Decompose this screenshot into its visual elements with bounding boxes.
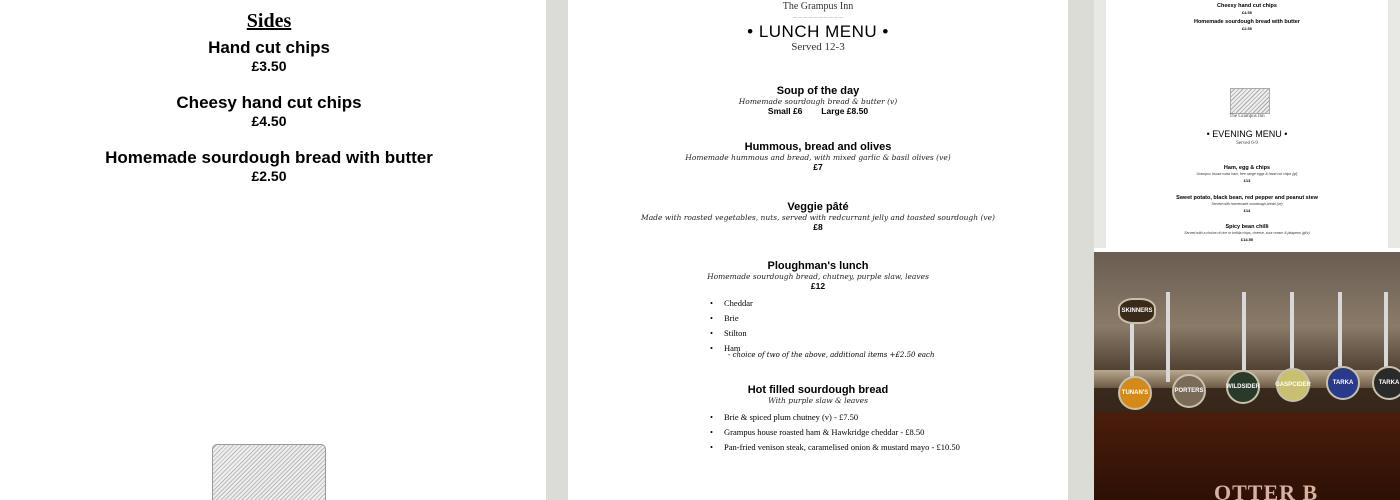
lunch-served-hours: Served 12-3 xyxy=(791,41,845,53)
dish xyxy=(568,201,1068,232)
otter-brewery-sign: OTTER B xyxy=(1214,480,1319,500)
beer-tap-badge: PORTERS xyxy=(1172,374,1206,408)
side-item-price: £4.50 xyxy=(251,113,287,129)
dish-description: Homemade sourdough bread & butter (v) xyxy=(738,97,898,106)
list-item: • Brie xyxy=(710,311,934,326)
dish-price: £7 xyxy=(813,162,823,172)
dish-name: Soup of the day xyxy=(776,85,860,97)
tap-handle xyxy=(1130,322,1134,382)
dish xyxy=(568,85,1068,116)
side-item-name: Homemade sourdough bread with butter xyxy=(105,148,433,167)
side-item-price: £2.50 xyxy=(1241,26,1252,31)
tap-handle xyxy=(1166,292,1170,382)
evening-menu-page xyxy=(1106,0,1388,248)
side-item xyxy=(0,93,538,129)
tap-handle xyxy=(1242,292,1246,382)
beer-tap-badge: TARKA xyxy=(1372,366,1400,400)
list-item: • Stilton xyxy=(710,326,934,341)
side-item-name: Hand cut chips xyxy=(208,38,330,57)
list-item: • Cheddar xyxy=(710,296,934,311)
dish-description: Homemade sourdough bread, chutney, purple slaw, leaves xyxy=(707,272,929,281)
dish-description: Grampus house roast ham, free range eggs & hand cut chips (gf) xyxy=(1196,172,1298,176)
lunch-menu-panel xyxy=(568,0,1068,500)
dish-price: £14 xyxy=(1243,208,1251,213)
list-item: • Pan-fried venison steak, caramelised onion & mustard mayo - £10.50 xyxy=(710,440,960,455)
dish-description: Made with roasted vegetables, nuts, served with redcurrant jelly and toasted sourdough (ve) xyxy=(641,213,995,222)
dish-description: Served with homemade sourdough bread (ve) xyxy=(1211,202,1283,206)
dish xyxy=(568,260,1068,291)
dish-price: £8 xyxy=(813,222,823,232)
dish-name: Sweet potato, black bean, red pepper and peanut stew xyxy=(1176,195,1318,201)
skinners-badge: SKINNERS xyxy=(1118,298,1156,324)
side-item-name: Homemade sourdough bread with butter xyxy=(1193,19,1301,25)
bar-taps-photo[interactable] xyxy=(1094,252,1400,500)
dish-name: Veggie pâté xyxy=(787,201,849,213)
sourdough-options-list xyxy=(710,410,960,455)
inn-name: The Grampus Inn xyxy=(782,1,854,12)
inn-address-line: — — — — — — — — — — xyxy=(792,14,843,19)
sides-title: Sides xyxy=(246,10,292,32)
dish-name: Ploughman's lunch xyxy=(767,260,869,272)
dish xyxy=(568,141,1068,172)
dish-price: £12 xyxy=(810,281,826,291)
dish-name: Ham, egg & chips xyxy=(1223,165,1271,171)
side-item xyxy=(0,148,538,184)
evening-menu-heading: • EVENING MENU • xyxy=(1206,129,1288,139)
dish-name: Hummous, bread and olives xyxy=(744,141,892,153)
inn-name: The Grampus Inn xyxy=(1229,114,1265,119)
dish-price: £13 xyxy=(1243,178,1251,183)
list-item: • Grampus house roasted ham & Hawkridge cheddar - £8.50 xyxy=(710,425,960,440)
divider xyxy=(1068,0,1094,500)
dish-name: Hot filled sourdough bread xyxy=(747,384,889,396)
dish xyxy=(568,384,1068,405)
dish-description: Served with a choice of rice or tortilla chips, cheese, sour cream & jalapeno (gf/v) xyxy=(1184,231,1310,235)
beer-tap-badge: TARKA xyxy=(1326,366,1360,400)
side-item xyxy=(0,38,538,74)
beer-tap-badge: WILDSIDER xyxy=(1226,370,1260,404)
side-item-price: £4.50 xyxy=(1241,10,1252,15)
dish-price: £14.50 xyxy=(1240,237,1254,242)
ploughman-note: - choice of two of the above, additional items +£2.50 each xyxy=(728,351,935,359)
side-item-name: Cheesy hand cut chips xyxy=(1217,3,1277,9)
side-item-name: Cheesy hand cut chips xyxy=(176,93,362,112)
dish-price: Small £6 Large £8.50 xyxy=(767,106,869,116)
side-item-price: £2.50 xyxy=(251,168,287,184)
inn-logo-image xyxy=(1230,88,1270,114)
beer-tap-badge: GASPCIDER xyxy=(1276,368,1310,402)
dish-description: Homemade hummous and bread, with mixed garlic & basil olives (ve) xyxy=(685,153,951,162)
ploughman-options-list xyxy=(710,296,934,359)
side-item-price: £3.50 xyxy=(251,58,287,74)
divider xyxy=(546,0,568,500)
sides-menu-panel xyxy=(0,0,546,500)
beer-tap-badge: TUNAN'S xyxy=(1118,376,1152,410)
evening-menu-thumbnail[interactable] xyxy=(1094,0,1400,248)
dish-name: Spicy bean chilli xyxy=(1225,224,1269,230)
inn-logo-image xyxy=(212,444,326,500)
list-item: • Ham xyxy=(710,341,934,356)
dish-description: With purple slaw & leaves xyxy=(768,396,868,405)
list-item: • Brie & spiced plum chutney (v) - £7.50 xyxy=(710,410,960,425)
evening-served-hours: Served 6-9 xyxy=(1236,141,1258,146)
lunch-menu-heading: • LUNCH MENU • xyxy=(747,22,889,41)
